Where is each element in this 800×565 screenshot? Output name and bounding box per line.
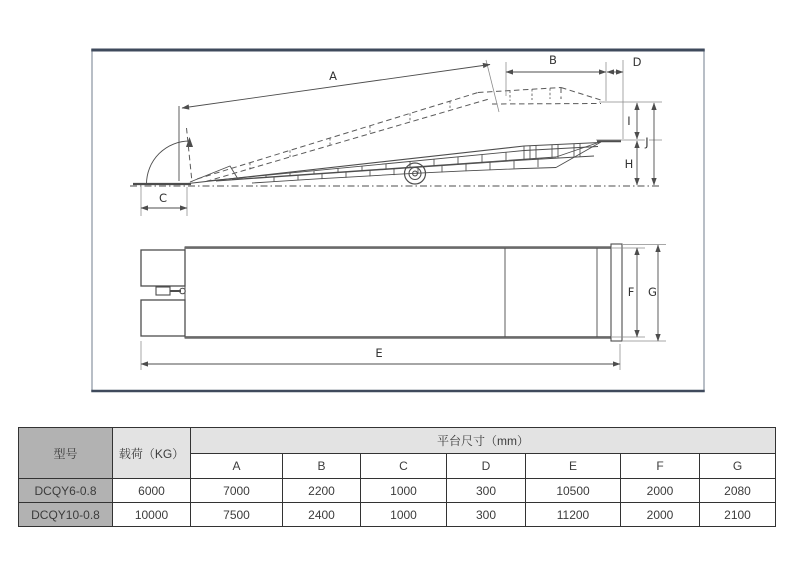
cell-dim-e: 11200 [526,503,621,527]
cell-dim-b: 2200 [283,479,361,503]
dim-label-j: J [645,135,649,149]
cell-dim-b: 2400 [283,503,361,527]
cell-load: 6000 [113,479,191,503]
dim-label-e: E [375,346,383,360]
header-dim-c: C [361,454,447,479]
cell-dim-g: 2100 [700,503,776,527]
drawing-panel-frame [91,50,704,391]
header-dim-e: E [526,454,621,479]
cell-model: DCQY10-0.8 [19,503,113,527]
cell-dim-g: 2080 [700,479,776,503]
table-row [19,503,776,527]
dim-label-b: B [549,53,557,67]
header-dim-d: D [447,454,526,479]
cell-dim-d: 300 [447,479,526,503]
dim-label-c: C [158,191,168,205]
cell-dim-c: 1000 [361,503,447,527]
cell-dim-f: 2000 [621,479,700,503]
dim-label-i: I [627,114,631,128]
header-platform-size: 平台尺寸（mm） [191,428,776,454]
header-dim-g: G [700,454,776,479]
cell-dim-f: 2000 [621,503,700,527]
cell-dim-a: 7500 [191,503,283,527]
cell-dim-c: 1000 [361,479,447,503]
dim-label-g: G [648,285,657,299]
cell-dim-e: 10500 [526,479,621,503]
header-dim-f: F [621,454,700,479]
header-dim-b: B [283,454,361,479]
cell-load: 10000 [113,503,191,527]
dim-label-h: H [624,157,634,171]
cell-model: DCQY6-0.8 [19,479,113,503]
header-model: 型号 [19,428,113,479]
spec-table [18,427,776,527]
table-row [19,479,776,503]
cell-dim-d: 300 [447,503,526,527]
header-dim-a: A [191,454,283,479]
header-load: 载荷（KG） [113,428,191,479]
table-header-row-top [19,428,776,454]
dim-label-a: A [329,69,337,83]
cell-dim-a: 7000 [191,479,283,503]
dim-label-f: F [627,285,635,299]
dim-label-d: D [632,55,642,69]
